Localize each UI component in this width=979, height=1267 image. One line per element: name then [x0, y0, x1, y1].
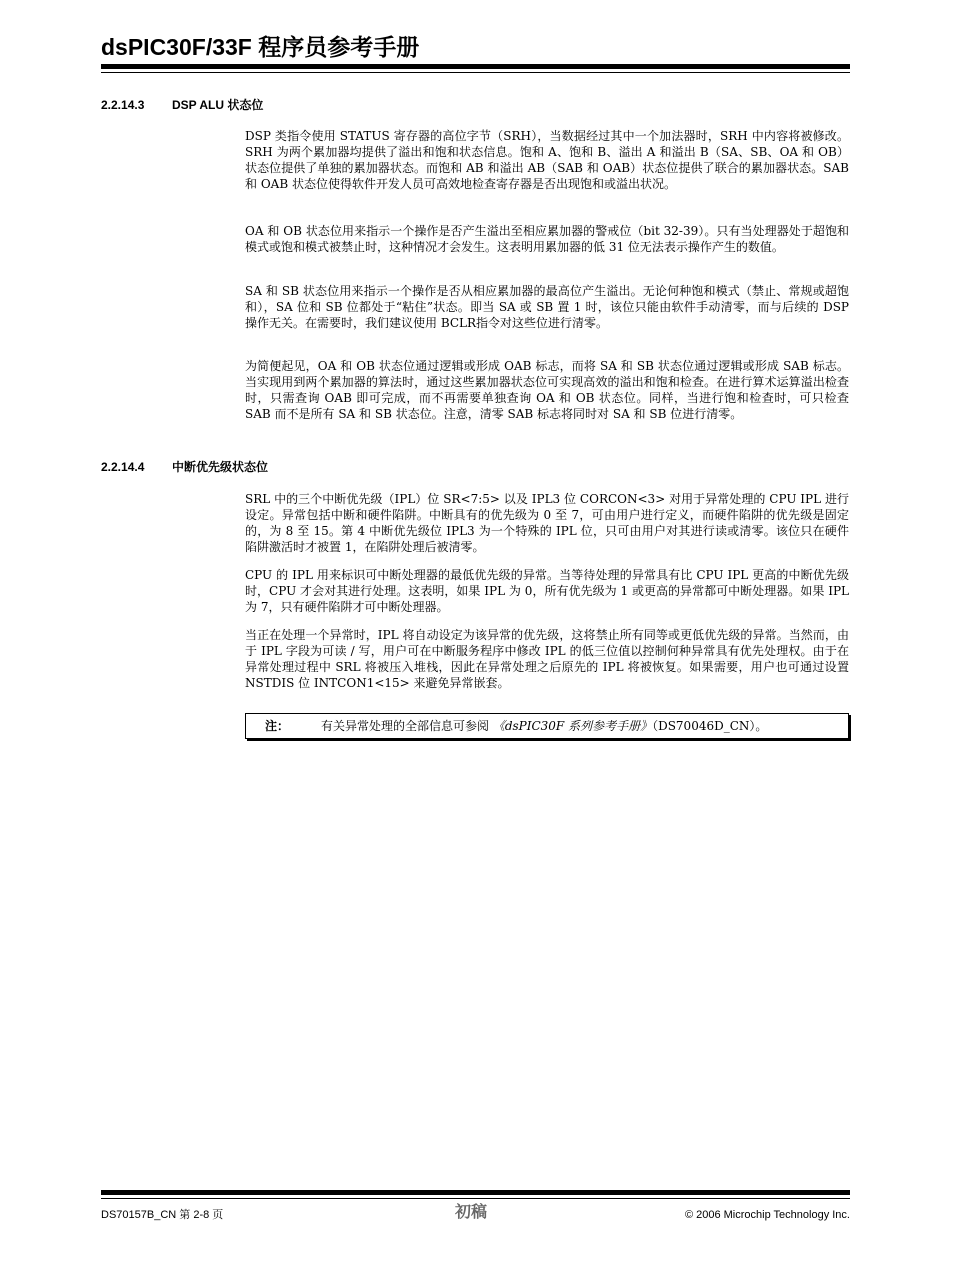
paragraph: 当正在处理一个异常时，IPL 将自动设定为该异常的优先级，这将禁止所有同等或更低优先级的异常。当然而，由于 IPL 字段为可读 / 写，用户可在中断服务程序中修改 IPL 的低三位值以控制何种异常具有优先处理权。由于在异常处理过程中 SRL 将被压入堆栈，因此在异常处理之后原先的 IPL 将被恢复。如果需要，用户也可通过设置 NSTDIS 位 INTCON1<15> 来避免异常嵌套。	[245, 628, 849, 690]
paragraph: 为简便起见，OA 和 OB 状态位通过逻辑或形成 OAB 标志，而将 SA 和 SB 状态位通过逻辑或形成 SAB 标志。当实现用到两个累加器的算法时，通过这些累加器状态位可实现高效的溢出和饱和检查。在进行算术运算溢出检查时，只需查询 OAB 即可完成，而不再需要单独查询 OA 和 OB 状态位。同样，当进行饱和检查时，可只检查 SAB 而不是所有 SA 和 SB 状态位。注意，清零 SAB 标志将同时对 SA 和 SB 位进行清零。	[245, 359, 849, 421]
section-heading	[101, 459, 268, 475]
paragraph: CPU 的 IPL 用来标识可中断处理器的最低优先级的异常。当等待处理的异常具有比 CPU IPL 更高的中断优先级时，CPU 才会对其进行处理。这表明，如果 IPL 为 0，所有优先级为 1 或更高的异常都可中断处理器。如果 IPL 为 7，只有硬件陷阱才可中断处理器。	[245, 568, 849, 614]
note-text-before: 有关异常处理的全部信息可参阅	[321, 719, 493, 733]
header-rule-thick	[101, 64, 850, 69]
paragraph: SRL 中的三个中断优先级（IPL）位 SR<7:5> 以及 IPL3 位 CORCON<3> 对用于异常处理的 CPU IPL 进行设定。异常包括中断和硬件陷阱。中断具有的优先级为 0 至 7，可由用户进行定义，而硬件陷阱的优先级是固定的，为 8 至 15。第 4 中断优先级位 IPL3 为一个特殊的 IPL 位，只可由用户对其进行读或清零。该位只在硬件陷阱激活时才被置 1，在陷阱处理后被清零。	[245, 492, 849, 554]
footer-draft-label: 初稿	[455, 1202, 488, 1221]
paragraph: DSP 类指令使用 STATUS 寄存器的高位字节（SRH），当数据经过其中一个加法器时，SRH 中内容将被修改。SRH 为两个累加器均提供了溢出和饱和状态信息。饱和 A、饱和 B、溢出 A 和溢出 B（SA、SB、OA 和 OB）状态位提供了单独的累加器状态。而饱和 AB 和溢出 AB（SAB 和 OAB）状态位提供了联合的累加器状态。SAB 和 OAB 状态位使得软件开发人员可高效地检查寄存器是否出现饱和或溢出状况。	[245, 129, 849, 191]
page-title: dsPIC30F/33F 程序员参考手册	[101, 34, 420, 60]
section-number: 2.2.14.4	[101, 460, 145, 474]
footer-copyright: © 2006 Microchip Technology Inc.	[684, 1209, 850, 1221]
note-label: 注：	[265, 719, 290, 733]
paragraph: SA 和 SB 状态位用来指示一个操作是否从相应累加器的最高位产生溢出。无论何种饱和模式（禁止、常规或超饱和），SA 位和 SB 位都处于“粘住”状态。即当 SA 或 SB 置 1 时，该位只能由软件手动清零，而与后续的 DSP 操作无关。在需要时，我们建议使用 BCLR指令对这些位进行清零。	[245, 284, 849, 330]
footer-rule-thin	[101, 1198, 850, 1199]
paragraph: OA 和 OB 状态位用来指示一个操作是否产生溢出至相应累加器的警戒位（bit 32-39）。只有当处理器处于超饱和模式或饱和模式被禁止时，这种情况才会发生。这表明用累加器的低 31 位无法表示操作产生的数值。	[245, 224, 849, 254]
section-title: DSP ALU 状态位	[172, 98, 264, 112]
note-reference-title: 《dsPIC30F 系列参考手册》	[492, 719, 653, 733]
footer-document-number: DS70157B_CN 第 2-8 页	[101, 1209, 224, 1221]
section-heading	[101, 97, 263, 113]
section-title: 中断优先级状态位	[172, 460, 269, 474]
note-box	[245, 713, 849, 739]
section-number: 2.2.14.3	[101, 98, 145, 112]
note-text	[321, 719, 767, 733]
note-text-after: （DS70046D_CN）。	[652, 719, 768, 733]
footer-rule-thick	[101, 1190, 850, 1195]
header-rule-thin	[101, 72, 850, 73]
